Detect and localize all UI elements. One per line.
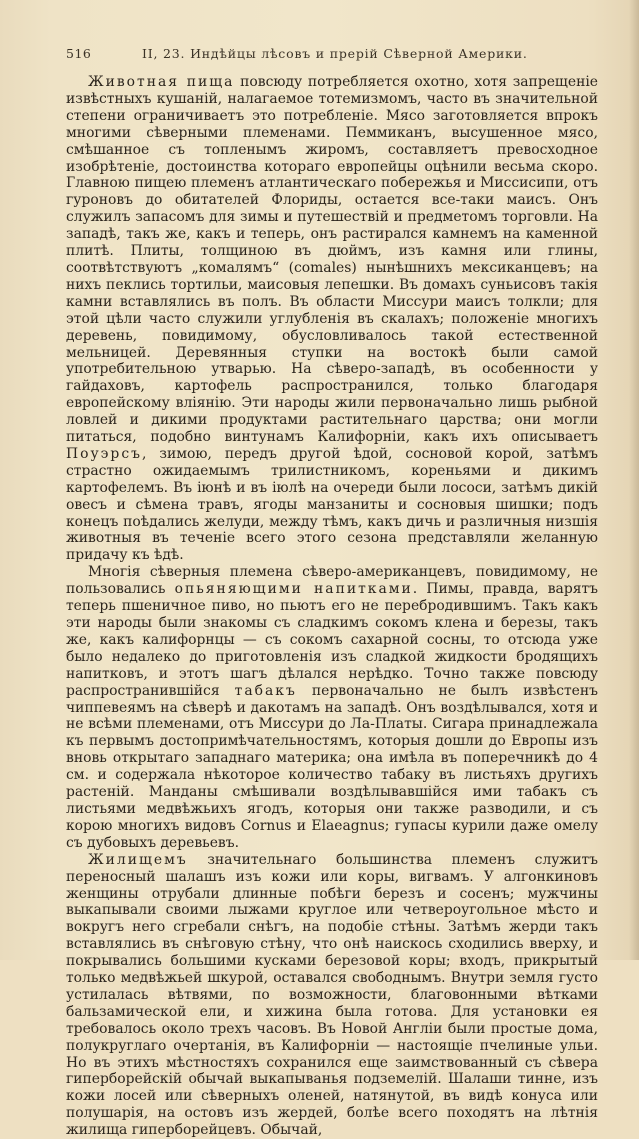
- text-run: Животная пища: [88, 74, 235, 90]
- text-run: Жилищемъ: [88, 851, 188, 868]
- text-run: Многія сѣверныя племена сѣверо-американцевъ, повидимому, не пользовались: [66, 564, 598, 598]
- text-run: табакъ: [234, 682, 297, 699]
- text-run: , зимою, передъ другой ѣдой, сосновой корой, затѣмъ страстно ожидаемымъ трилистникомъ, кореньями и дикимъ картофелемъ. Въ іюнѣ и въ іюлѣ на очереди были лососи, затѣмъ дикій овесъ и сѣмена травъ, ягоды манзаниты и сосновыя шишки; подъ конецъ поѣдались желуди, между тѣмъ, какъ дичь и различныя низшія животныя въ теченіе всего этого сезона представляли желанную придачу къ ѣдѣ.: [66, 445, 598, 564]
- page-number: 516: [66, 46, 92, 61]
- paragraph-drinks-tobacco: [66, 564, 598, 851]
- text-run: первоначально не былъ извѣстенъ чиппевеямъ на сѣверѣ и дакотамъ на западѣ. Онъ воздѣлывался, хотя и не всѣми племенами, отъ Миссури до Ла-Платы. Сигара принадлежала къ первымъ достопримѣчательностямъ, которыя дошли до Европы изъ вновь открытаго западнаго материка; она имѣла въ поперечникѣ до 4 см. и содержала нѣкоторое количество табаку въ листьяхъ другихъ растеній. Манданы смѣшивали воздѣлывавшійся ими табакъ съ листьями медвѣжьихъ ягодъ, которыя они также разводили, и съ корою многихъ видовъ Cornus и Elaeagnus; гупасы курили даже омелу съ дубовыхъ деревьевъ.: [66, 682, 598, 851]
- text-run: повсюду потребляется охотно, хотя запрещеніе извѣстныхъ кушаній, налагаемое тотемизмомъ, часто въ значительной степени ограничиваетъ это потребленіе. Мясо заготовляется впрокъ многими сѣверными племенами. Пеммиканъ, высушенное мясо, смѣшанное съ топленымъ жиромъ, составляетъ превосходное изобрѣтеніе, достоинства котораго европейцы оцѣнили весьма скоро. Главною пищею племенъ атлантическаго побережья и Миссисипи, отъ гуроновъ до обитателей Флориды, остается все-таки маисъ. Онъ служилъ запасомъ для зимы и путешествій и предметомъ торговли. На западѣ, такъ же, какъ и теперь, онъ растирался камнемъ на каменной плитѣ. Плиты, толщиною въ дюймъ, изъ камня или глины, соотвѣтствуютъ „комалямъ“ (comales) нынѣшнихъ мексиканцевъ; на нихъ пеклись тортильи, маисовыя лепешки. Въ домахъ суньисовъ такія камни вставлялись въ полъ. Въ области Миссури маисъ толкли; для этой цѣли часто служили углубленія въ скалахъ; положеніе многихъ деревень, повидимому, обусловливалось такой естественной мельницей. Деревянныя ступки на востокѣ были самой употребительною утварью. На сѣверо-западѣ, въ особенности у гайдаховъ, картофель распространился, только благодаря европейскому вліянію. Эти народы жили первоначально лишь рыбной ловлей и дикими продуктами растительнаго царства; они могли питаться, подобно винтунамъ Калифорніи, какъ ихъ описываетъ: [66, 74, 598, 446]
- paragraph-dwellings: [66, 852, 598, 1139]
- text-run: . Пимы, правда, варятъ теперь пшеничное пиво, но пьютъ его не перебродившимъ. Такъ какъ эти народы были знакомы съ сладкимъ сокомъ клена и березы, такъ же, какъ калифорнцы — съ сокомъ сахарной сосны, то отсюда уже было недалеко до приготовленія изъ сладкой жидкости бродящихъ напитковъ, и этотъ шагъ дѣлался нерѣдко. Точно также повсюду распространившійся: [66, 581, 599, 699]
- page-header: [66, 46, 609, 66]
- text-run: Поуэрсъ: [66, 445, 142, 462]
- text-run: значительнаго большинства племенъ служитъ переносный шалашъ изъ кожи или коры, вигвамъ. У алгонкиновъ женщины отрубали длинные побѣги березъ и сосенъ; мужчины выкапывали своими лыжами круглое или четвероугольное мѣсто и вокругъ него сгребали снѣгъ, на подобіе стѣны. Затѣмъ жерди такъ вставлялись въ снѣговую стѣну, что онѣ наискось сходились вверху, и покрывались большими кусками березовой коры; входъ, прикрытый только медвѣжьей шкурой, оставался свободнымъ. Внутри земля густо устилалась вѣтвями, по возможности, благовонными вѣтками бальзамической ели, и хижина была готова. Для установки ея требовалось около трехъ часовъ. Въ Новой Англіи были простые дома, полукруглаго очертанія, въ Калифорніи — настоящіе пчелиные ульи. Но въ этихъ мѣстностяхъ сохранился еще заимствованный съ сѣвера гиперборейскій обычай выкапыванья подземелій. Шалаши тинне, изъ кожи лосей или сѣверныхъ оленей, натянутой, въ видѣ конуса или полушарія, на остовъ изъ жердей, болѣе всего походятъ на лѣтнія жилища гиперборейцевъ. Обычай,: [66, 851, 598, 1139]
- body-text: [66, 74, 598, 1139]
- text-run: опьяняющими напитками: [174, 581, 413, 598]
- running-head: II, 23. Индѣйцы лѣсовъ и прерій Сѣверной Америки.: [142, 46, 528, 61]
- paragraph-food: [66, 74, 598, 564]
- page-edge-shadow: [629, 0, 639, 960]
